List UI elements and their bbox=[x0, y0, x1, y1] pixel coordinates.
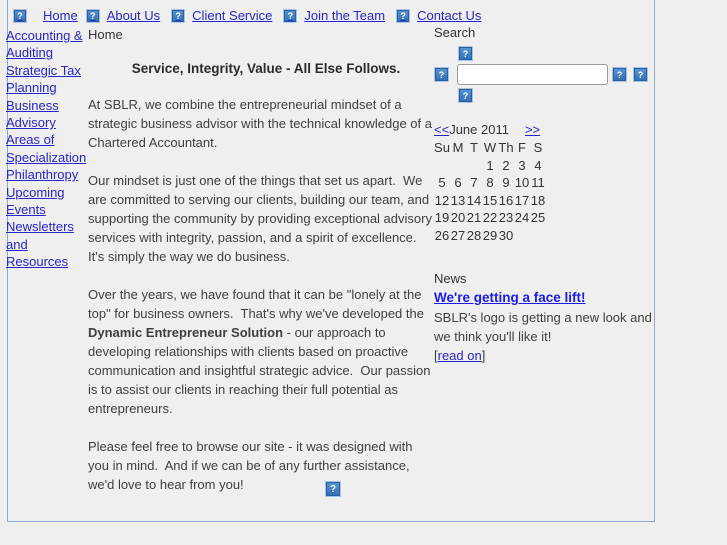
search-decoration-row bbox=[458, 87, 660, 105]
calendar-day[interactable]: 28 bbox=[466, 227, 482, 243]
news-read-on bbox=[434, 346, 660, 365]
calendar-day[interactable]: 3 bbox=[518, 157, 526, 173]
paragraph: Our mindset is just one of the things that set us apart. We are committed to serving our clients, building our team, and supporting the community by providing exceptional advisory services with integrity, passion, and a spirit of excellence. It's simply the way we do business. bbox=[88, 173, 436, 264]
broken-image-icon: ? bbox=[396, 9, 410, 23]
top-navigation bbox=[11, 8, 651, 23]
calendar-day[interactable]: 4 bbox=[534, 157, 542, 173]
news-title: News bbox=[434, 271, 467, 286]
headline: Service, Integrity, Value - All Else Follows. bbox=[131, 61, 401, 76]
sidebar-item-philanthropy[interactable]: Philanthropy bbox=[6, 167, 79, 183]
calendar-day[interactable]: 15 bbox=[482, 192, 498, 208]
calendar-day[interactable]: 22 bbox=[482, 210, 498, 225]
calendar-week-row bbox=[434, 157, 546, 175]
right-column bbox=[434, 25, 660, 363]
nav-item-join-the-team[interactable] bbox=[281, 8, 385, 23]
calendar-day[interactable]: 25 bbox=[530, 210, 546, 225]
search-row bbox=[434, 64, 660, 85]
nav-label: Join the Team bbox=[304, 8, 386, 23]
calendar-day[interactable]: 29 bbox=[482, 227, 498, 243]
bracket: ] bbox=[481, 348, 486, 363]
nav-label: Home bbox=[43, 8, 78, 23]
news-body: SBLR's logo is getting a new look and we think you'll like it! bbox=[434, 310, 652, 344]
calendar-day[interactable]: 16 bbox=[498, 192, 514, 208]
calendar-day[interactable]: 5 bbox=[438, 175, 446, 190]
calendar bbox=[434, 122, 660, 244]
sidebar-item-business-advisory[interactable]: Business Advisory bbox=[6, 97, 59, 131]
nav-label: About Us bbox=[106, 8, 161, 23]
calendar-day bbox=[466, 157, 482, 175]
calendar-day[interactable]: 6 bbox=[454, 175, 462, 190]
calendar-day-header: Su bbox=[434, 140, 450, 155]
nav-item-contact-us[interactable] bbox=[394, 8, 481, 23]
calendar-day[interactable]: 10 bbox=[514, 175, 530, 190]
dynamic-entrepreneur-solution-label: Dynamic Entrepreneur Solution bbox=[88, 325, 284, 340]
calendar-day[interactable]: 21 bbox=[466, 210, 482, 225]
sidebar-navigation bbox=[6, 27, 88, 271]
calendar-prev-month-link[interactable]: << bbox=[434, 122, 450, 137]
read-on-link[interactable]: read on bbox=[437, 348, 482, 363]
calendar-day[interactable]: 26 bbox=[434, 227, 450, 243]
calendar-day[interactable]: 20 bbox=[450, 210, 466, 225]
calendar-day-header: S bbox=[533, 140, 543, 155]
calendar-week-row bbox=[434, 209, 546, 227]
broken-image-icon: ? bbox=[434, 67, 449, 82]
paragraph bbox=[88, 285, 434, 418]
broken-image-icon: ? bbox=[86, 9, 100, 23]
calendar-header bbox=[434, 122, 660, 137]
search-title: Search bbox=[434, 25, 476, 40]
broken-image-icon: ? bbox=[458, 46, 473, 61]
paragraph: Please feel free to browse our site - it was designed with you in mind. And if we can be of any further assistance, we'd love to hear from you! bbox=[88, 439, 417, 492]
calendar-month-label: June 2011 bbox=[449, 122, 509, 137]
nav-label: Client Service bbox=[192, 8, 273, 23]
nav-label: Contact Us bbox=[417, 8, 482, 23]
content-box bbox=[7, 0, 655, 522]
calendar-day[interactable]: 23 bbox=[498, 210, 514, 225]
calendar-day bbox=[514, 227, 530, 245]
sidebar-item-accounting-auditing[interactable]: Accounting & Auditing bbox=[6, 28, 83, 61]
broken-image-icon: ? bbox=[13, 9, 27, 23]
paragraph: At SBLR, we combine the entrepreneurial mindset of a strategic business advisor with the technical knowledge of a Chartered Accountant. bbox=[88, 97, 436, 150]
calendar-day[interactable]: 14 bbox=[466, 192, 482, 208]
calendar-week-row bbox=[434, 192, 546, 210]
nav-item-home[interactable] bbox=[11, 8, 78, 23]
calendar-day bbox=[530, 227, 546, 245]
sidebar-item-strategic-tax-planning[interactable]: Strategic Tax Planning bbox=[6, 62, 81, 96]
calendar-day-header: M bbox=[452, 140, 464, 155]
sidebar-item-areas-of-specialization[interactable]: Areas of Specialization bbox=[6, 132, 87, 165]
calendar-day[interactable]: 27 bbox=[450, 227, 466, 243]
sidebar-item-upcoming-events[interactable]: Upcoming Events bbox=[6, 184, 65, 218]
main-content bbox=[88, 25, 434, 513]
calendar-day[interactable]: 13 bbox=[450, 192, 466, 208]
calendar-day[interactable]: 18 bbox=[530, 192, 546, 208]
broken-image-icon: ? bbox=[283, 9, 297, 23]
sidebar-item-newsletters-resources[interactable]: Newsletters and Resources bbox=[6, 219, 74, 270]
calendar-week-row bbox=[434, 227, 546, 245]
calendar-next-month-link[interactable]: >> bbox=[524, 122, 541, 137]
calendar-day-header: F bbox=[518, 140, 526, 155]
news-headline bbox=[434, 290, 660, 305]
nav-item-client-service[interactable] bbox=[169, 8, 272, 23]
calendar-day bbox=[434, 157, 450, 175]
footer-broken-image-icon: ? bbox=[325, 481, 341, 497]
paragraph-text: - our approach to developing relationships with clients based on proactive communication and insightful strategic advice. Our passion is to assist our clients in reaching their full potential as entrepreneurs. bbox=[88, 325, 435, 416]
news-section bbox=[434, 271, 660, 365]
calendar-day-header: T bbox=[470, 140, 478, 155]
calendar-day-header-row bbox=[434, 139, 546, 157]
calendar-day[interactable]: 30 bbox=[498, 227, 514, 243]
broken-image-icon: ? bbox=[171, 9, 185, 23]
calendar-day[interactable]: 17 bbox=[514, 192, 530, 208]
search-help-icon[interactable]: ? bbox=[633, 67, 648, 82]
calendar-day[interactable]: 8 bbox=[486, 175, 494, 190]
search-go-icon[interactable]: ? bbox=[612, 67, 627, 82]
calendar-day[interactable]: 7 bbox=[470, 175, 478, 190]
search-decoration-row bbox=[458, 45, 660, 63]
calendar-grid bbox=[434, 139, 546, 244]
search-input[interactable] bbox=[457, 64, 608, 85]
news-headline-link[interactable]: We're getting a face lift! bbox=[434, 290, 586, 305]
calendar-day-header: Th bbox=[498, 140, 514, 155]
nav-item-about-us[interactable] bbox=[84, 8, 160, 23]
calendar-day[interactable]: 9 bbox=[502, 175, 510, 190]
calendar-day[interactable]: 1 bbox=[486, 157, 494, 173]
calendar-week-row bbox=[434, 174, 546, 192]
calendar-day[interactable]: 12 bbox=[434, 192, 450, 208]
paragraph-text: Over the years, we have found that it can be "lonely at the top" for business owners. That's why we've developed the bbox=[88, 287, 428, 321]
calendar-day[interactable]: 19 bbox=[434, 210, 450, 225]
bracket: [ bbox=[434, 348, 438, 363]
calendar-day[interactable]: 11 bbox=[531, 175, 545, 190]
calendar-day[interactable]: 24 bbox=[514, 210, 530, 225]
page-title: Home bbox=[88, 27, 123, 42]
broken-image-icon: ? bbox=[458, 88, 473, 103]
calendar-day-header: W bbox=[483, 140, 497, 155]
calendar-day[interactable]: 2 bbox=[502, 157, 510, 173]
calendar-day bbox=[450, 157, 466, 175]
